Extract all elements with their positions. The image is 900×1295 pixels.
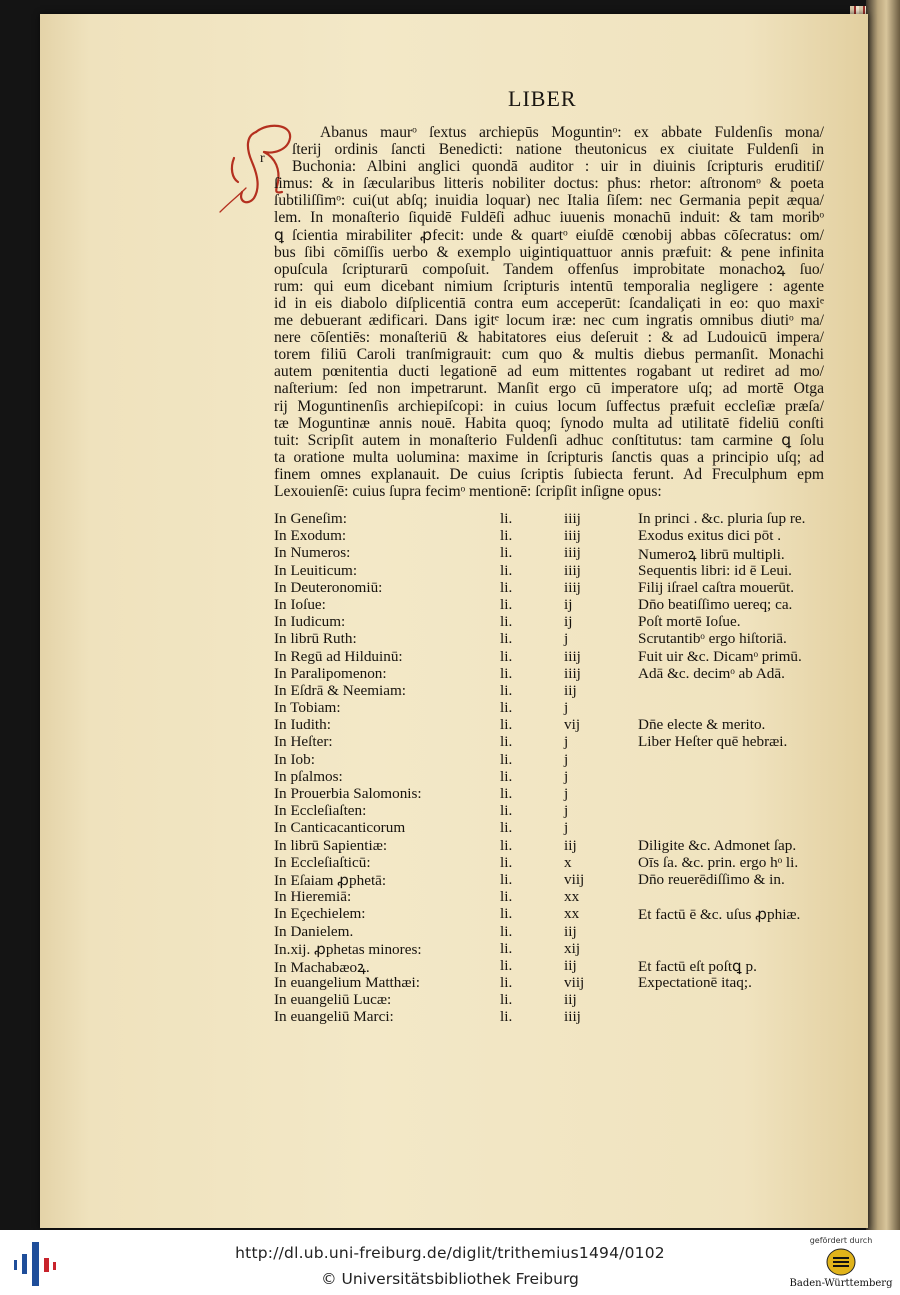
paragraph-line: finem omnes explanauit. De cuius ſcriptis ſubiecta ferunt. Ad Freculphum epm	[274, 465, 824, 483]
books-abbrev: li.	[500, 991, 513, 1009]
work-incipit: Filij iſrael caſtra mouerūt.	[638, 578, 795, 596]
work-row	[274, 923, 830, 940]
work-title: In Deuteronomiū:	[274, 578, 383, 596]
work-incipit: Expectationē itaq;.	[638, 974, 752, 992]
books-abbrev: li.	[500, 630, 513, 648]
paragraph-line: rum: qui eum dicebant nimium ſcripturis intentū temporalia negligere : agente	[274, 277, 824, 295]
book-count: j	[564, 785, 569, 802]
books-abbrev: li.	[500, 750, 513, 768]
book-count: iij	[564, 836, 577, 854]
paragraph-line: tuit: Scripſit autem in monaſterio Fuldenſi adhuc conſtitutus: tam carmine ꝗ ſolu	[274, 431, 824, 449]
book-count: iiij	[564, 647, 581, 665]
paragraph-line: autem pœnitentia ducti legationē ad eum mittentes rogabant ut rediret ad mo/	[274, 363, 824, 381]
work-title: In Tobiam:	[274, 699, 341, 717]
paragraph-line: ꝗ ſcientia mirabiliter ꝓfecit: unde & quartᵒ eiuſdē cœnobij abbas cōſecratus: om/	[274, 226, 824, 244]
work-row	[274, 699, 830, 716]
books-abbrev: li.	[500, 939, 513, 957]
work-row	[274, 733, 830, 750]
books-abbrev: li.	[500, 1008, 513, 1026]
work-row	[274, 991, 830, 1008]
work-title: In librū Sapientiæ:	[274, 836, 388, 854]
work-row	[274, 510, 830, 527]
svg-text:r: r	[260, 151, 265, 166]
paragraph-line: Abanus maurᵒ ſextus archiepūs Moguntinᵒ: ex abbate Fuldenſis mona/	[320, 124, 824, 141]
work-title: In.xij. ꝓphetas minores:	[274, 940, 422, 958]
work-row	[274, 888, 830, 905]
books-abbrev: li.	[500, 956, 513, 974]
work-row	[274, 613, 830, 630]
work-incipit: Poſt mortē Ioſue.	[638, 613, 741, 631]
books-abbrev: li.	[500, 767, 513, 785]
work-row	[274, 819, 830, 836]
books-abbrev: li.	[500, 802, 513, 820]
work-title: In Iob:	[274, 750, 315, 768]
work-row	[274, 579, 830, 596]
book-count: j	[564, 819, 569, 837]
paragraph-line: ſubtiliſſimᵒ: cui(ut abſq; inuidia loquar) nec Italia ſiſem: nec Germania pepit æqua/	[274, 192, 824, 210]
work-incipit: Et factū ē &c. uſus ꝓphiæ.	[638, 906, 801, 924]
work-incipit: In princi . &c. pluria ſup re.	[638, 510, 806, 527]
work-title: In Prouerbia Salomonis:	[274, 785, 422, 802]
work-title: In Geneſim:	[274, 510, 347, 527]
work-row	[274, 544, 830, 564]
book-count: iiij	[564, 578, 581, 596]
book-count: j	[564, 630, 569, 648]
books-abbrev: li.	[500, 836, 513, 854]
paragraph-line: lem. In monaſterio ſiquidē Fuldēſi adhuc iuuenis monachū induit: & tam moribᵒ	[274, 209, 824, 227]
book-count: iij	[564, 922, 577, 940]
work-incipit: Scrutantibᵒ ergo hiſtoriā.	[638, 630, 787, 648]
work-title: In pſalmos:	[274, 767, 343, 785]
work-row	[274, 974, 830, 991]
copyright-notice: © Universitätsbibliothek Freiburg	[321, 1270, 579, 1288]
paragraph-line: Lexouienſē: cuius ſupra fecimᵒ mentionē: ſcripſit inſigne opus:	[274, 482, 662, 500]
book-count: viij	[564, 870, 585, 888]
books-abbrev: li.	[500, 681, 513, 699]
main-paragraph	[274, 124, 824, 500]
paragraph-line: ſimus: & in ſæcularibus litteris nobiliter doctus: pħus: rhetor: aſtronomᵒ & poeta	[274, 175, 824, 193]
work-incipit: Diligite &c. Admonet ſap.	[638, 836, 797, 854]
paragraph-line: bus ſibi cōmiſſis uerbo & exemplo uigintiquattuor annis præfuit: & pene infinita	[274, 243, 824, 261]
work-row	[274, 716, 830, 733]
books-abbrev: li.	[500, 716, 513, 734]
book-count: vij	[564, 716, 581, 734]
work-title: In Eſdrā & Neemiam:	[274, 681, 407, 699]
paragraph-line: tæ Moguntinæ annis nouē. Habita quoq; ſynodo multa ad utilitatē fideliū conſti	[274, 414, 824, 432]
work-title: In Regū ad Hilduinū:	[274, 647, 403, 665]
work-incipit: Fuit uir &c. Dicamᵒ primū.	[638, 647, 802, 665]
work-row	[274, 802, 830, 819]
books-abbrev: li.	[500, 561, 513, 579]
work-row	[274, 768, 830, 785]
work-title: In Iudicum:	[274, 613, 346, 631]
work-row	[274, 562, 830, 579]
works-list	[274, 510, 830, 1026]
book-count: iiij	[564, 1008, 581, 1026]
work-title: In librū Ruth:	[274, 630, 357, 648]
viewer-footer	[0, 1230, 900, 1295]
book-count: iij	[564, 681, 577, 699]
books-abbrev: li.	[500, 510, 513, 527]
running-title: LIBER	[508, 86, 577, 111]
books-abbrev: li.	[500, 578, 513, 596]
work-incipit: Dn̄e electe & merito.	[638, 716, 766, 734]
work-incipit: Sequentis libri: id ē Leui.	[638, 561, 792, 579]
paragraph-line: rij Moguntinenſis archiepiſcopi: in cuius locum ſuffectus præfuit eccleſiæ præſa/	[274, 397, 824, 415]
work-row	[274, 630, 830, 647]
book-count: j	[564, 733, 569, 751]
books-abbrev: li.	[500, 527, 513, 545]
book-count: x	[564, 853, 572, 871]
permalink-url[interactable]: http://dl.ub.uni-freiburg.de/diglit/trithemius1494/0102	[235, 1244, 665, 1262]
paragraph-line: me debuerant ædificari. Dans igitᵉ locum iræ: nec cum ingratis omnibus diutiᵒ ma/	[274, 312, 824, 330]
work-row	[274, 682, 830, 699]
work-title: In Eçechielem:	[274, 905, 366, 923]
funder-label: gefördert durch	[809, 1236, 873, 1245]
book-count: j	[564, 767, 569, 785]
books-abbrev: li.	[500, 819, 513, 837]
book-count: viij	[564, 974, 585, 992]
books-abbrev: li.	[500, 647, 513, 665]
work-row	[274, 854, 830, 871]
work-incipit: Oīs ſa. &c. prin. ergo hᵒ li.	[638, 853, 799, 871]
paragraph-line: naſterium: ſed non impetrarunt. Manſit ergo cū imperatore uſq; ad mortē Otga	[274, 380, 824, 398]
books-abbrev: li.	[500, 613, 513, 631]
work-incipit: Dn̄o beatiſſimo uereq; ca.	[638, 595, 793, 613]
work-title: In Eccleſiaſten:	[274, 802, 367, 820]
work-title: In euangeliū Marci:	[274, 1008, 394, 1026]
books-abbrev: li.	[500, 870, 513, 888]
work-incipit: Exodus exitus dici pōt .	[638, 527, 782, 545]
book-count: iij	[564, 956, 577, 974]
work-row	[274, 665, 830, 682]
book-count: xx	[564, 905, 580, 923]
book-count: iiij	[564, 561, 581, 579]
work-title: In Exodum:	[274, 527, 347, 545]
book-count: j	[564, 750, 569, 768]
work-incipit: Adā &c. decimᵒ ab Adā.	[638, 664, 785, 682]
work-row	[274, 837, 830, 854]
paragraph-line: id in eis diabolo diſplicentiā contra eum acceperūt: ſcandaliçati in eo: quo maxiᵉ	[274, 294, 824, 312]
books-abbrev: li.	[500, 974, 513, 992]
work-title: In Heſter:	[274, 733, 333, 751]
work-row	[274, 940, 830, 957]
paragraph-line: ſterij ordinis ſancti Benedicti: natione theutonicus ex ciuitate Fuldenſi in	[292, 141, 824, 159]
work-row	[274, 1008, 830, 1025]
work-incipit: Et factū eſt poſtꝗ p.	[638, 957, 757, 975]
paragraph-line: Buchonia: Albini anglici quondā auditor : uir in diuinis ſcripturis eruditiſ/	[292, 158, 824, 176]
books-abbrev: li.	[500, 595, 513, 613]
book-count: j	[564, 802, 569, 820]
book-spine	[866, 0, 900, 1230]
work-row	[274, 648, 830, 665]
work-title: In Leuiticum:	[274, 561, 358, 579]
book-count: ij	[564, 595, 573, 613]
book-count: iij	[564, 991, 577, 1009]
books-abbrev: li.	[500, 853, 513, 871]
paragraph-line: opuſcula ſcripturarū compoſuit. Tandem offenſus improbitate monachoꝝ ſuo/	[274, 260, 824, 278]
books-abbrev: li.	[500, 664, 513, 682]
work-title: In Iudith:	[274, 716, 331, 734]
work-row	[274, 957, 830, 974]
book-count: xij	[564, 939, 581, 957]
work-title: In euangelium Matthæi:	[274, 974, 420, 992]
work-row	[274, 527, 830, 544]
work-title: In Eccleſiaſticū:	[274, 853, 371, 871]
books-abbrev: li.	[500, 905, 513, 923]
work-title: In Ioſue:	[274, 595, 326, 613]
coat-of-arms-icon	[826, 1248, 856, 1276]
book-count: xx	[564, 888, 580, 906]
work-title: In Canticacanticorum	[274, 819, 406, 837]
work-row	[274, 871, 830, 888]
books-abbrev: li.	[500, 888, 513, 906]
paragraph-line: nere cōſentiēs: monaſteriū & habitatores eius deſeruit : & ad Ludouicū impera/	[274, 329, 824, 347]
books-abbrev: li.	[500, 733, 513, 751]
work-title: In Hieremiā:	[274, 888, 352, 906]
book-count: iiij	[564, 664, 581, 682]
books-abbrev: li.	[500, 699, 513, 717]
book-count: ij	[564, 613, 573, 631]
work-title: In euangeliū Lucæ:	[274, 991, 392, 1009]
work-title: In Eſaiam ꝓphetā:	[274, 871, 387, 889]
work-title: In Machabæoꝝ.	[274, 958, 370, 976]
work-row	[274, 596, 830, 613]
paragraph-line: ta oratione multa uolumina: maxime in ſcripturis ſanctis quas a principio uſq; ad	[274, 448, 824, 466]
work-row	[274, 785, 830, 802]
book-count: iiij	[564, 527, 581, 545]
work-row	[274, 905, 830, 922]
work-title: In Paralipomenon:	[274, 664, 387, 682]
paragraph-line: torem filiū Caroli tranſmigrauit: cum quo & multis diebus permanſit. Monachi	[274, 346, 824, 364]
book-count: iiij	[564, 510, 581, 527]
books-abbrev: li.	[500, 785, 513, 802]
work-title: In Numeros:	[274, 544, 351, 562]
funder-name: Baden-Württemberg	[789, 1278, 893, 1289]
books-abbrev: li.	[500, 544, 513, 562]
books-abbrev: li.	[500, 922, 513, 940]
book-count: j	[564, 699, 569, 717]
work-incipit: Dn̄o reuerēdiſſimo & in.	[638, 870, 785, 888]
book-count: iiij	[564, 544, 581, 562]
work-incipit: Liber Heſter quē hebræi.	[638, 733, 788, 751]
work-row	[274, 751, 830, 768]
work-title: In Danielem.	[274, 922, 354, 940]
work-incipit: Numeroꝝ librū multipli.	[638, 546, 785, 564]
